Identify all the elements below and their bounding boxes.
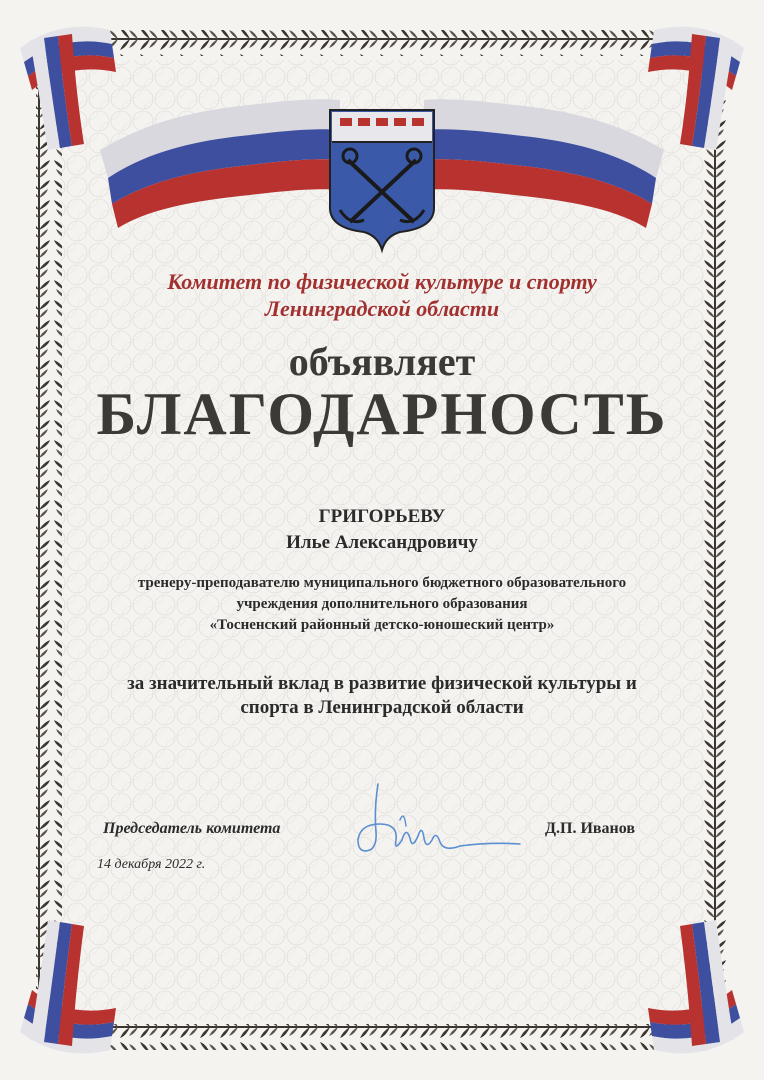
issue-date: 14 декабря 2022 г. — [97, 857, 206, 872]
committee-name-line2: Ленинградской области — [264, 296, 500, 321]
recipient-position — [0, 573, 764, 636]
handwritten-signature — [340, 780, 530, 870]
signatory-name: Д.П. Иванов — [545, 820, 635, 837]
committee-name — [0, 268, 764, 322]
signatory-role: Председатель комитета — [103, 820, 281, 837]
recipient-given-names: Илье Александровичу — [286, 532, 478, 553]
position-line2: учреждения дополнительного образования — [236, 596, 528, 612]
certificate-title: БЛАГОДАРНОСТЬ — [96, 381, 668, 447]
committee-name-line1: Комитет по физической культуре и спорту — [167, 269, 597, 294]
recipient-surname: ГРИГОРЬЕВУ — [318, 506, 446, 527]
award-reason — [0, 672, 764, 720]
announces-text: объявляет — [288, 339, 476, 384]
reason-line2: спорта в Ленинградской области — [240, 697, 524, 718]
position-line1: тренеру-преподавателю муниципального бюджетного образовательного — [137, 575, 627, 591]
reason-line1: за значительный вклад в развитие физической культуры и — [127, 673, 637, 694]
position-line3: «Тосненский районный детско-юношеский центр» — [209, 617, 555, 633]
